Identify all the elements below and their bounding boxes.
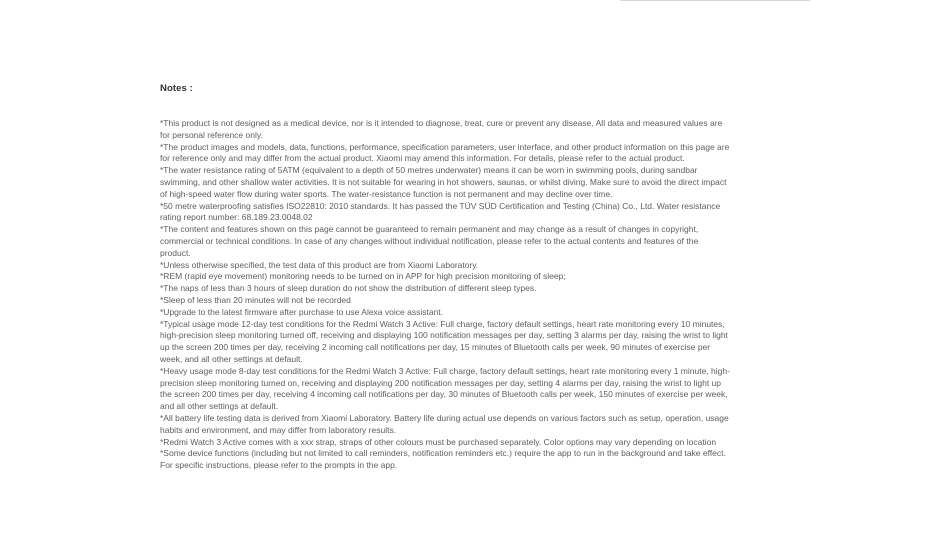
note-item: *Sleep of less than 20 minutes will not be recorded [160, 294, 351, 305]
note-item: *The naps of less than 3 hours of sleep duration do not show the distribution of different sleep types. [160, 283, 537, 294]
note-item: *Some device functions (including but not limited to call reminders, notification reminders etc.) require the app to run in the background and take effect. For specific instructions, please refer to the prompts in the app. [160, 448, 726, 471]
note-item: *Unless otherwise specified, the test data of this product are from Xiaomi Laboratory. [160, 259, 479, 270]
top-divider [620, 0, 810, 1]
note-item: *The water resistance rating of 5ATM (equivalent to a depth of 50 metres underwater) means it can be worn in swimming pools, during sandbar swimming, and other shallow water activities. It is not suitable for wearing in hot showers, saunas, or whilst diving. Make sure to avoid the direct impact of high-speed water flow during water sports. The water-resistance function is not permanent and may decline over time. [160, 165, 727, 199]
note-item: *All battery life testing data is derived from Xiaomi Laboratory. Battery life during actual use depends on various factors such as setup, operation, usage habits and environment, and may differ from laboratory results. [160, 412, 729, 435]
note-item: *REM (rapid eye movement) monitoring needs to be turned on in APP for high precision monitoring of sleep; [160, 271, 566, 282]
notes-list [160, 118, 730, 472]
note-item: *Typical usage mode 12-day test conditions for the Redmi Watch 3 Active: Full charge, factory default settings, heart rate monitoring every 10 minutes, high-precision sleep monitoring turned off, receiving and displaying 100 notification messages per day, setting 3 alarms per day, raising the wrist to light up the screen 200 times per day, receiving 2 incoming call notifications per day, 15 minutes of Bluetooth calls per week, 90 minutes of exercise per week, and all other settings at default. [160, 318, 728, 364]
note-item: *Heavy usage mode 8-day test conditions for the Redmi Watch 3 Active: Full charge, factory default settings, heart rate monitoring every 1 minute, high-precision sleep monitoring turned on, receiving and displaying 200 notification messages per day, setting 4 alarms per day, raising the wrist to light up the screen 200 times per day, receiving 4 incoming call notifications per day, 30 minutes of Bluetooth calls per week, 150 minutes of exercise per week, and all other settings at default. [160, 365, 730, 412]
note-item: *This product is not designed as a medical device, nor is it intended to diagnose, treat, cure or prevent any disease. All data and measured values are for personal reference only. [160, 118, 723, 140]
note-item: *50 metre waterproofing satisfies ISO22810: 2010 standards. It has passed the TÜV SÜD Certification and Testing (China) Co., Ltd. Water resistance rating report number: 68.189.23.0048.02 [160, 200, 721, 223]
note-item: *Redmi Watch 3 Active comes with a xxx strap, straps of other colours must be purchased separately. Color options may vary depending on location [160, 436, 717, 447]
note-item: *The product images and models, data, functions, performance, specification parameters, user interface, and other product information on this page are for reference only and may differ from the actual product. Xiaomi may amend this information. For details, please refer to the actual product. [160, 141, 730, 164]
note-item: *Upgrade to the latest firmware after purchase to use Alexa voice assistant. [160, 306, 444, 317]
notes-heading: Notes : [160, 83, 193, 94]
note-item: *The content and features shown on this page cannot be guaranteed to remain permanent and may change as a result of changes in copyright, commercial or technical conditions. In case of any changes without individual notification, please refer to the actual contents and features of the product. [160, 224, 699, 258]
